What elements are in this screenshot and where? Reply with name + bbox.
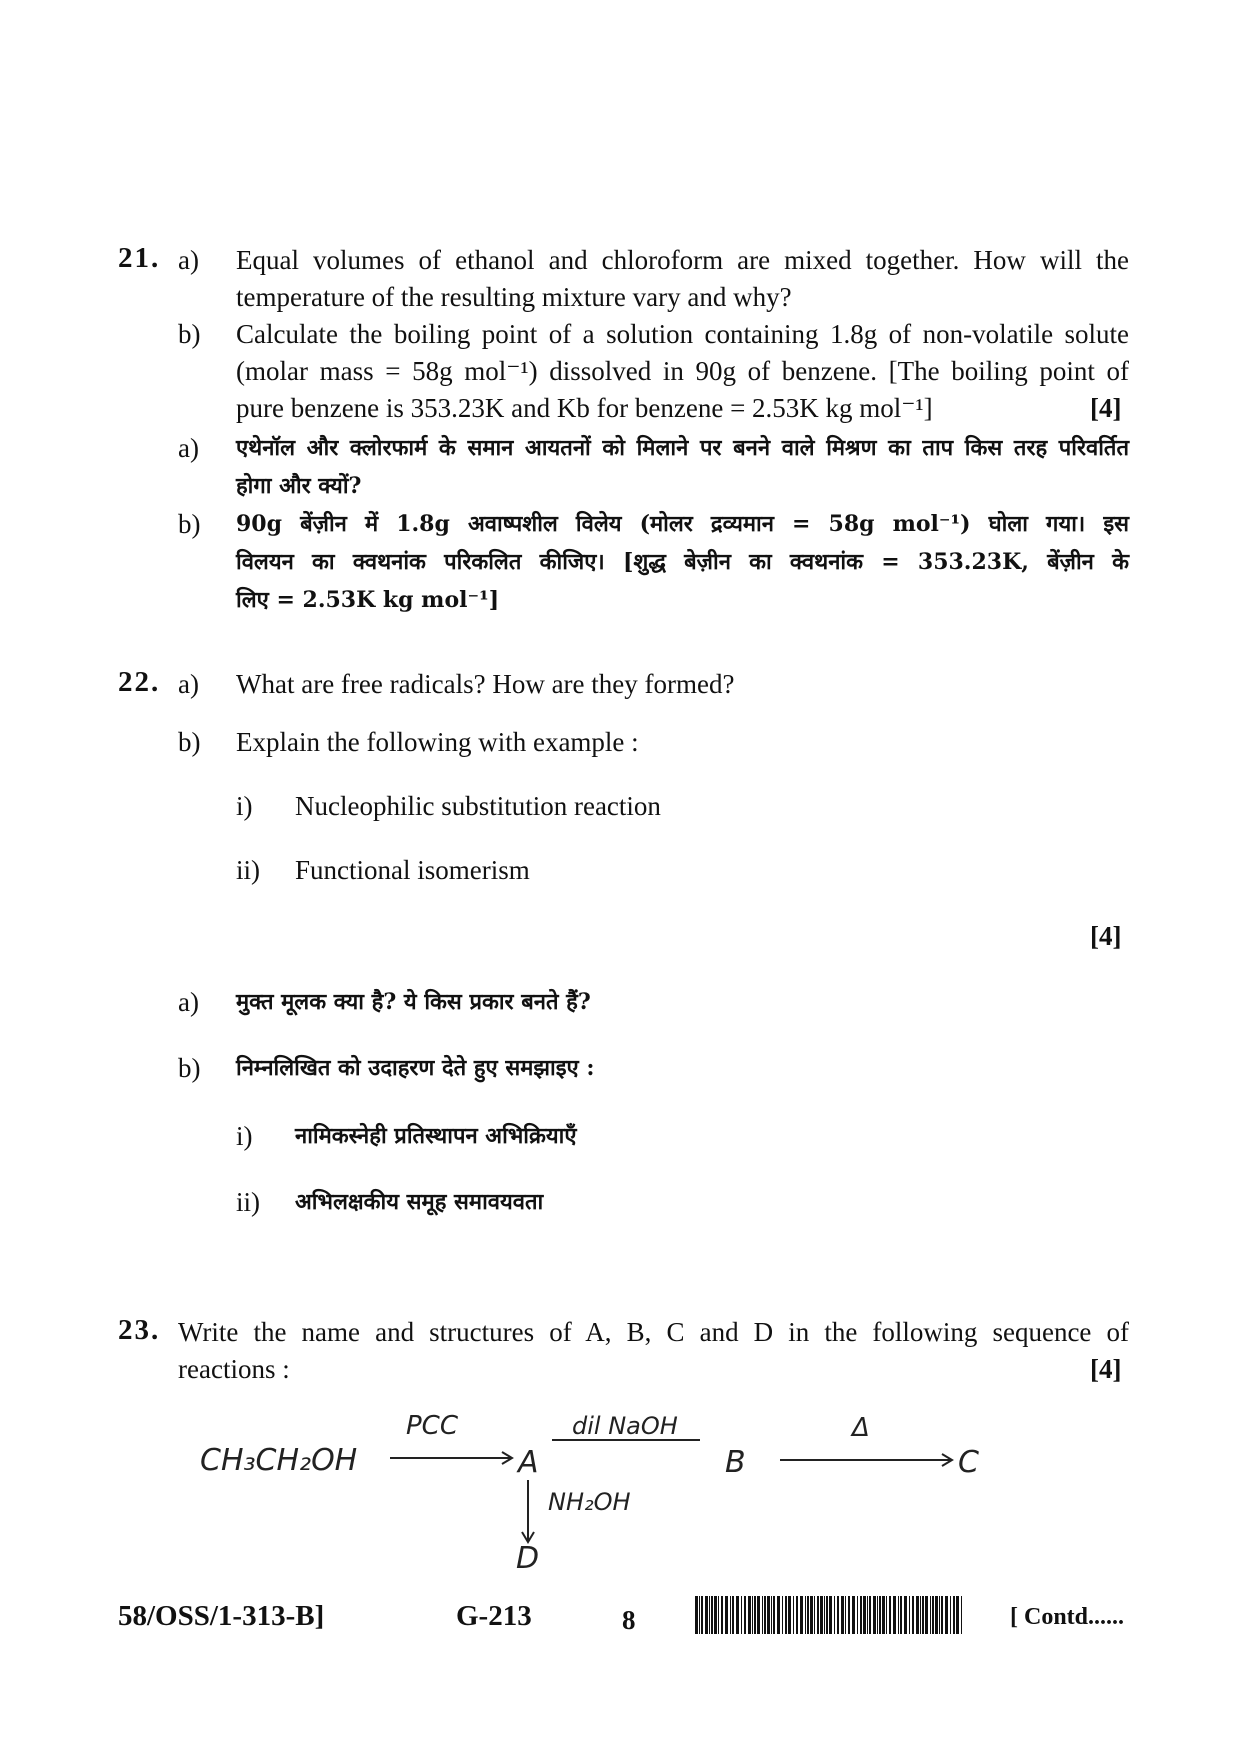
barcode-bar xyxy=(845,1596,846,1634)
barcode-bar xyxy=(893,1596,896,1634)
barcode-bar xyxy=(886,1596,887,1634)
barcode-bar xyxy=(852,1596,855,1634)
q21-a-line2: temperature of the resulting mixture vary and why? xyxy=(236,282,792,312)
barcode-bar xyxy=(732,1596,734,1634)
q22-ii-text: Functional isomerism xyxy=(295,855,530,885)
barcode-bar xyxy=(925,1596,928,1634)
barcode-bar xyxy=(857,1596,858,1634)
barcode-bar xyxy=(877,1596,878,1634)
q21-hi-b-label: b) xyxy=(178,509,201,539)
barcode-bar xyxy=(909,1596,910,1634)
barcode-bar xyxy=(744,1596,746,1634)
q21-b-label: b) xyxy=(178,319,201,349)
barcode-bar xyxy=(860,1596,862,1634)
barcode xyxy=(695,1596,965,1634)
barcode-bar xyxy=(900,1596,902,1634)
barcode-bar xyxy=(882,1596,885,1634)
q21-b-line2: (molar mass = 58g mol⁻¹) dissolved in 90g of benzene. [The boiling point of xyxy=(236,356,1129,386)
q21-hindi-a-line1: एथेनॉल और क्लोरफार्म के समान आयतनों को मिलाने पर बनने वाले मिश्रण का ताप किस तरह परिवर्तित xyxy=(236,435,1129,461)
q21-hi-a-label: a) xyxy=(178,433,199,463)
q23-marks: [4] xyxy=(1090,1354,1122,1384)
q22-a-label: a) xyxy=(178,669,199,699)
barcode-bar xyxy=(741,1596,742,1634)
q21-a-line1: Equal volumes of ethanol and chloroform are mixed together. How will the xyxy=(236,245,1129,275)
q22-marks: [4] xyxy=(1090,921,1122,951)
barcode-bar xyxy=(788,1596,791,1634)
barcode-bar xyxy=(826,1596,828,1634)
barcode-bar xyxy=(889,1596,891,1634)
barcode-bar xyxy=(820,1596,823,1634)
barcode-bar xyxy=(757,1596,760,1634)
barcode-bar xyxy=(771,1596,772,1634)
reagent-pcc: PCC xyxy=(406,1411,458,1441)
barcode-bar xyxy=(956,1596,959,1634)
barcode-bar xyxy=(939,1596,940,1634)
barcode-bar xyxy=(869,1596,871,1634)
barcode-bar xyxy=(824,1596,825,1634)
barcode-bar xyxy=(935,1596,938,1634)
barcode-bar xyxy=(930,1596,931,1634)
page-number: 8 xyxy=(622,1605,636,1635)
q21-hindi-b-line1: 90g बेंज़ीन में 1.8g अवाष्पशील विलेय (मोलर द्रव्यमान = 58g mol⁻¹) घोला गया। इस xyxy=(236,511,1129,537)
barcode-bar xyxy=(898,1596,899,1634)
barcode-bar xyxy=(932,1596,934,1634)
reactant-ethanol: CH₃CH₂OH xyxy=(200,1443,358,1478)
reagent-dil-naoh: dil NaOH xyxy=(572,1412,678,1440)
q22-hindi-i-text: नामिकस्नेही प्रतिस्थापन अभिक्रियाएँ xyxy=(295,1123,577,1149)
barcode-bar xyxy=(709,1596,710,1634)
q22-hindi-b-text: निम्नलिखित को उदाहरण देते हुए समझाइए : xyxy=(236,1055,595,1081)
q22-hindi-a-text: मुक्त मूलक क्या है? ये किस प्रकार बनते हैं? xyxy=(236,989,591,1015)
q21-hindi-a-line2: होगा और क्यों? xyxy=(236,473,362,499)
barcode-bar xyxy=(805,1596,806,1634)
barcode-bar xyxy=(834,1596,835,1634)
q21-b-line1: Calculate the boiling point of a solution containing 1.8g of non-volatile solute xyxy=(236,319,1129,349)
barcode-bar xyxy=(873,1596,876,1634)
continued-note: [ Contd...... xyxy=(1010,1604,1125,1630)
barcode-bar xyxy=(725,1596,728,1634)
barcode-bar xyxy=(705,1596,708,1634)
question-23-number: 23. xyxy=(118,1314,161,1346)
barcode-bar xyxy=(764,1596,766,1634)
barcode-bar xyxy=(718,1596,719,1634)
barcode-bar xyxy=(754,1596,756,1634)
barcode-bar xyxy=(961,1596,962,1634)
product-d: D xyxy=(516,1541,540,1576)
q22-hi-i-label: i) xyxy=(236,1121,253,1151)
barcode-bar xyxy=(920,1596,921,1634)
barcode-bar xyxy=(785,1596,787,1634)
reagent-heat: Δ xyxy=(852,1413,870,1443)
barcode-bar xyxy=(793,1596,794,1634)
barcode-bar xyxy=(752,1596,753,1634)
barcode-bar xyxy=(922,1596,924,1634)
barcode-bar xyxy=(837,1596,839,1634)
barcode-bar xyxy=(701,1596,703,1634)
q21-hindi-b-line2: विलयन का क्वथनांक परिकलित कीजिए। [शुद्ध बेज़ीन का क्वथनांक = 353.23K, बेंज़ीन के xyxy=(236,549,1129,575)
q22-i-text: Nucleophilic substitution reaction xyxy=(295,791,661,821)
q22-a-text: What are free radicals? How are they formed? xyxy=(236,669,735,699)
barcode-bar xyxy=(782,1596,783,1634)
barcode-bar xyxy=(773,1596,775,1634)
barcode-bar xyxy=(945,1596,948,1634)
barcode-bar xyxy=(814,1596,815,1634)
barcode-bar xyxy=(748,1596,751,1634)
barcode-bar xyxy=(730,1596,731,1634)
q22-hindi-ii-text: अभिलक्षकीय समूह समावयवता xyxy=(295,1189,544,1215)
question-22-number: 22. xyxy=(118,666,161,698)
q22-hi-ii-label: ii) xyxy=(236,1187,260,1217)
barcode-bar xyxy=(736,1596,739,1634)
barcode-bar xyxy=(841,1596,844,1634)
q22-b-label: b) xyxy=(178,727,201,757)
barcode-bar xyxy=(762,1596,763,1634)
q21-hindi-b-line3: लिए = 2.53K kg mol⁻¹] xyxy=(236,587,500,613)
barcode-bar xyxy=(817,1596,819,1634)
barcode-bar xyxy=(721,1596,723,1634)
barcode-bar xyxy=(950,1596,951,1634)
series-code: G-213 xyxy=(456,1600,532,1632)
barcode-bar xyxy=(863,1596,866,1634)
barcode-bar xyxy=(796,1596,798,1634)
barcode-bar xyxy=(695,1596,698,1634)
q23-line1: Write the name and structures of A, B, C and D in the following sequence of xyxy=(178,1317,1129,1347)
barcode-bar xyxy=(800,1596,803,1634)
barcode-bar xyxy=(953,1596,955,1634)
reaction-scheme xyxy=(180,1400,1020,1580)
barcode-bar xyxy=(904,1596,907,1634)
q22-b-text: Explain the following with example : xyxy=(236,727,639,757)
q22-hi-b-label: b) xyxy=(178,1053,201,1083)
q22-i-label: i) xyxy=(236,791,253,821)
barcode-bar xyxy=(912,1596,914,1634)
paper-code: 58/OSS/1-313-B] xyxy=(118,1600,325,1632)
barcode-bar xyxy=(711,1596,713,1634)
barcode-bar xyxy=(848,1596,850,1634)
q22-ii-label: ii) xyxy=(236,855,260,885)
product-c: C xyxy=(958,1445,979,1480)
product-a: A xyxy=(518,1445,539,1480)
barcode-bar xyxy=(810,1596,813,1634)
q23-line2: reactions : xyxy=(178,1354,290,1384)
barcode-bar xyxy=(916,1596,919,1634)
barcode-bar xyxy=(829,1596,832,1634)
barcode-bar xyxy=(867,1596,868,1634)
reagent-hydroxylamine: NH₂OH xyxy=(548,1488,631,1516)
barcode-bar xyxy=(941,1596,943,1634)
product-b: B xyxy=(725,1445,746,1480)
q22-hi-a-label: a) xyxy=(178,987,199,1017)
barcode-bar xyxy=(777,1596,780,1634)
q21-b-line3: pure benzene is 353.23K and Kb for benzene = 2.53K kg mol⁻¹] xyxy=(236,393,933,423)
barcode-bar xyxy=(699,1596,700,1634)
barcode-bar xyxy=(767,1596,770,1634)
barcode-bar xyxy=(714,1596,717,1634)
question-21-number: 21. xyxy=(118,242,161,274)
barcode-bar xyxy=(807,1596,809,1634)
q21-a-label: a) xyxy=(178,245,199,275)
q21-marks: [4] xyxy=(1090,393,1122,423)
barcode-bar xyxy=(879,1596,881,1634)
